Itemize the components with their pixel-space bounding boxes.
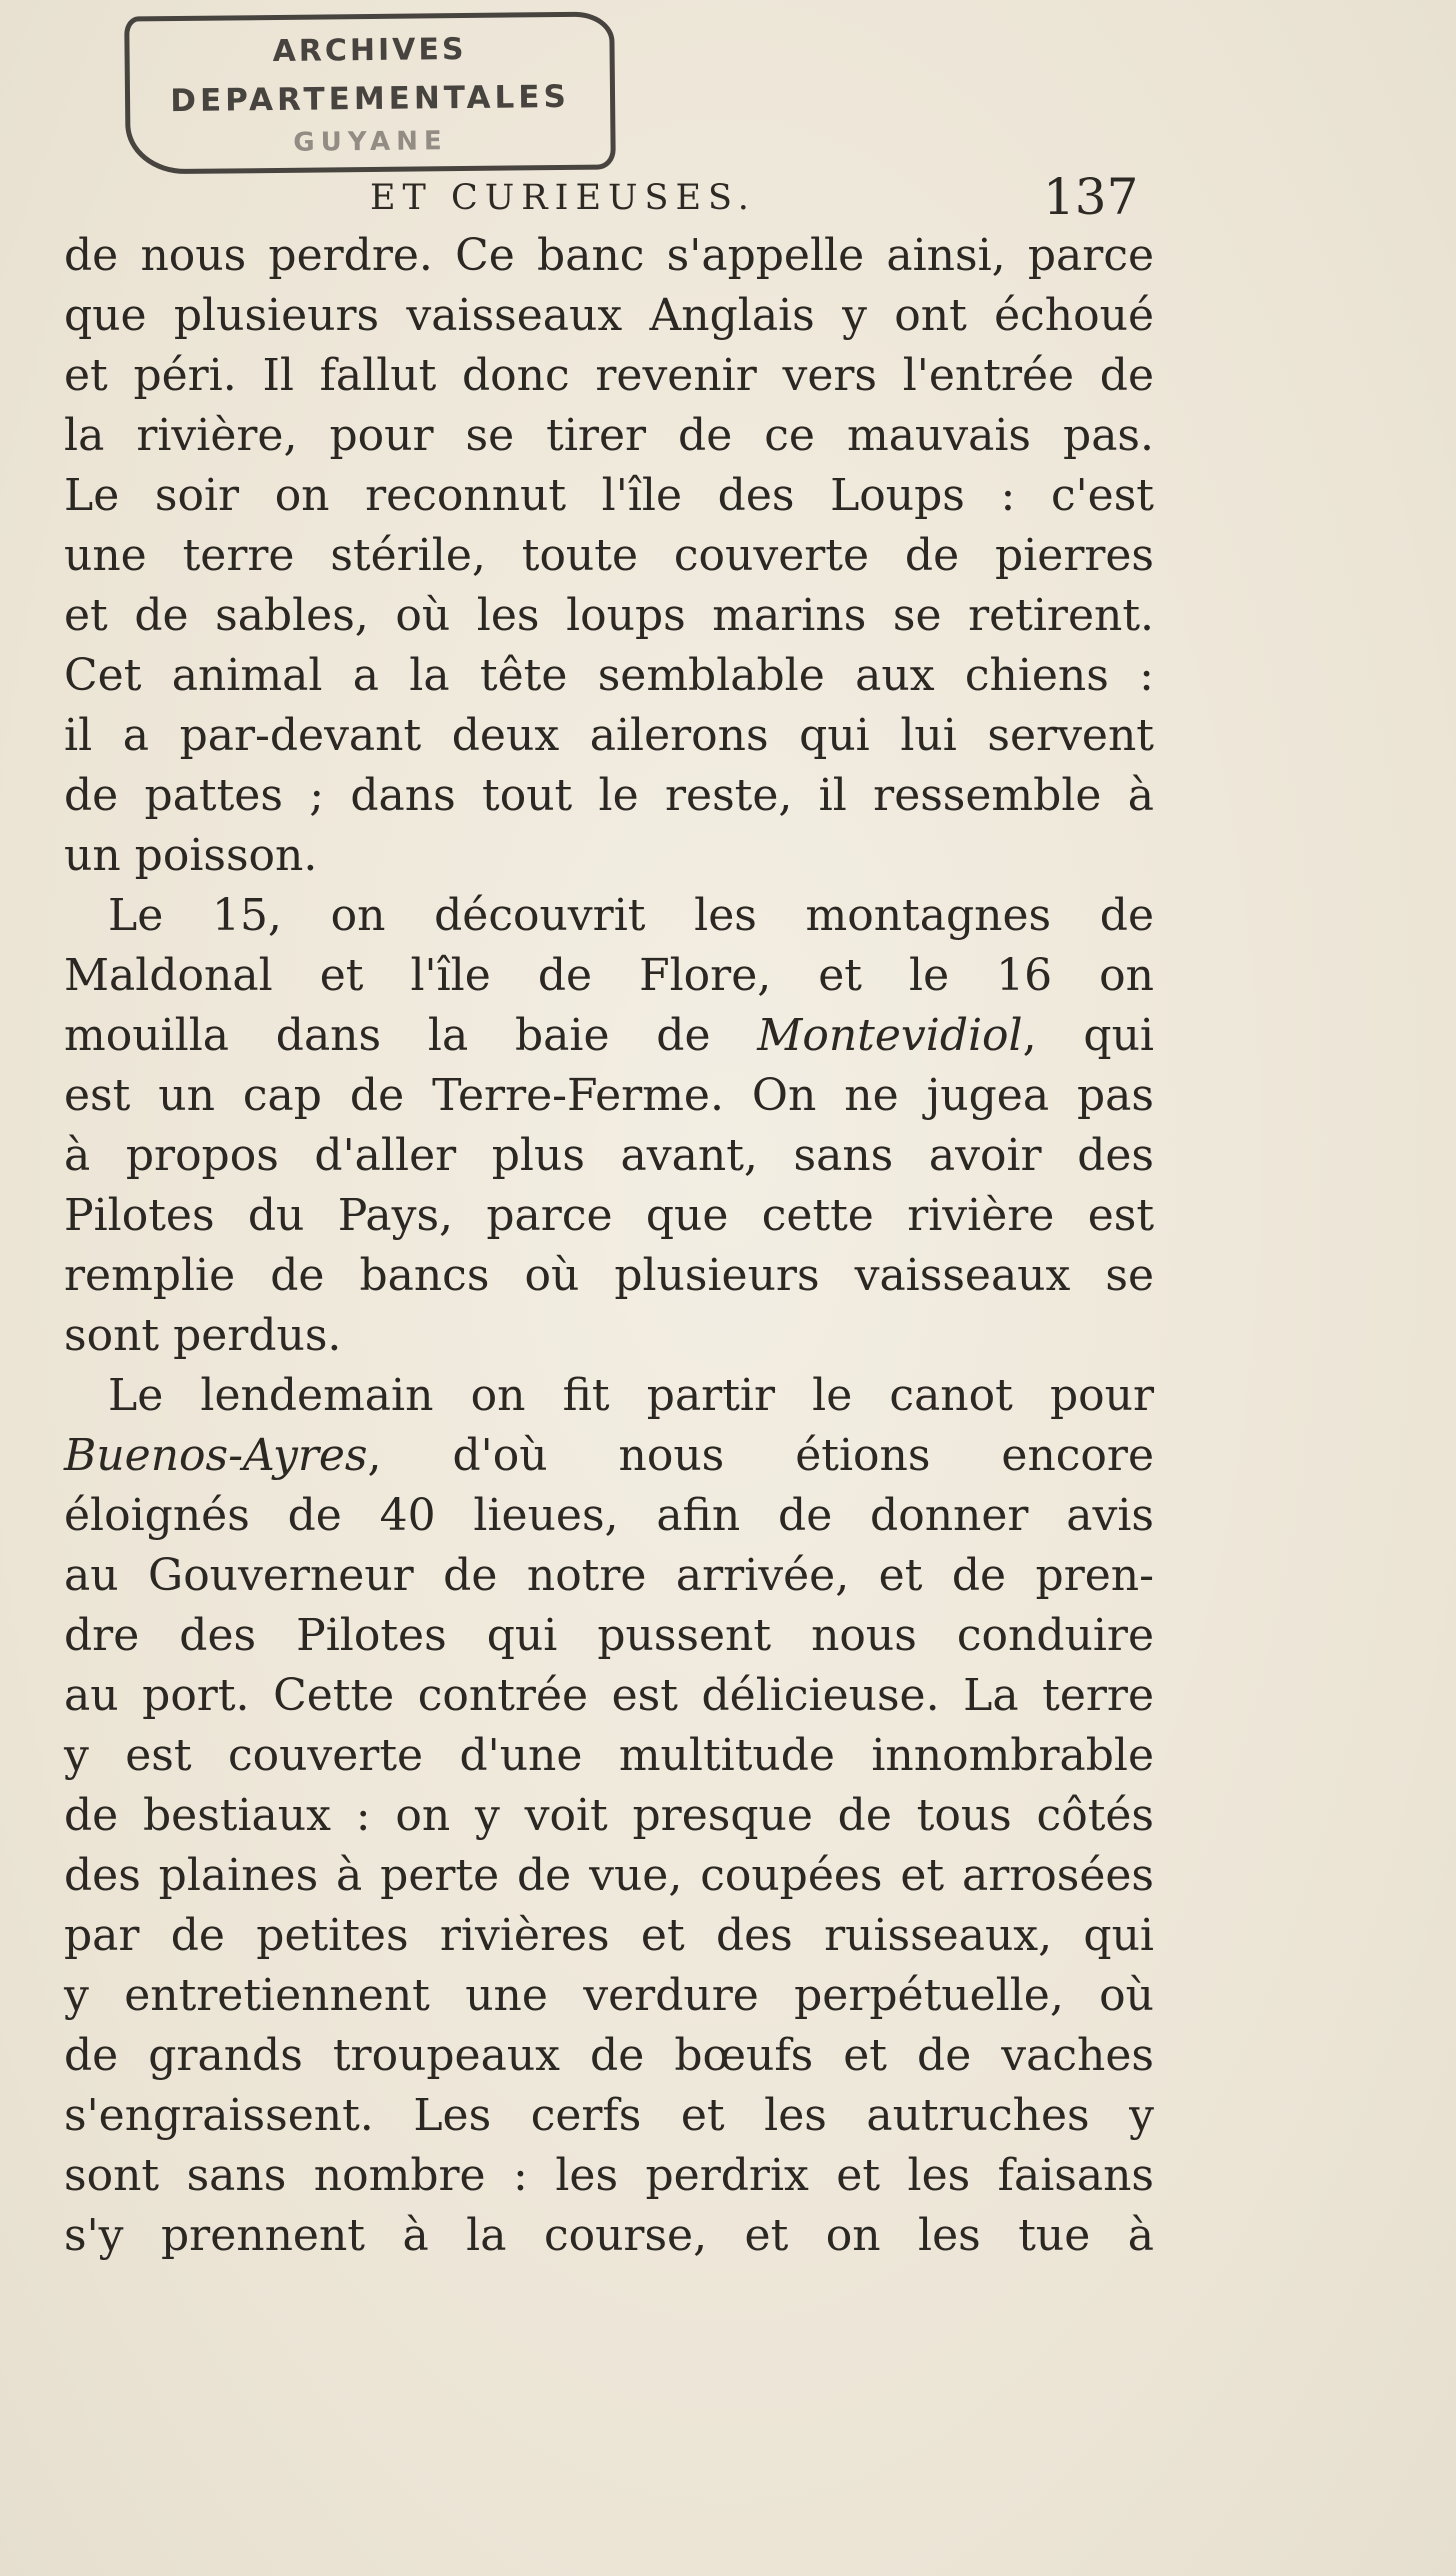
text-line: il a par-devant deux ailerons qui lui servent [64, 710, 1154, 761]
text-line: Pilotes du Pays, parce que cette rivière est [64, 1190, 1154, 1241]
text-line: au Gouverneur de notre arrivée, et de pren- [64, 1550, 1154, 1601]
text-line: que plusieurs vaisseaux Anglais y ont échoué [64, 290, 1154, 341]
text-line: à propos d'aller plus avant, sans avoir des [64, 1130, 1154, 1181]
text-line: dre des Pilotes qui pussent nous conduire [64, 1610, 1154, 1661]
text-segment: , d'où nous étions encore [367, 1430, 1154, 1481]
text-line: y entretiennent une verdure perpétuelle, où [64, 1970, 1154, 2021]
text-line: une terre stérile, toute couverte de pierres [64, 530, 1154, 581]
text-line: de bestiaux : on y voit presque de tous côtés [64, 1790, 1154, 1841]
text-segment: mouilla dans la baie de [64, 1010, 758, 1061]
archive-stamp [124, 11, 616, 174]
text-line [64, 1006, 1154, 1066]
running-head: ET CURIEUSES. [370, 178, 756, 218]
text-line: remplie de bancs où plusieurs vaisseaux se [64, 1250, 1154, 1301]
text-line: Le soir on reconnut l'île des Loups : c'est [64, 470, 1154, 521]
text-line: sont perdus. [64, 1310, 342, 1361]
stamp-line-guyane: GUYANE [293, 126, 448, 158]
text-segment: , qui [1022, 1010, 1154, 1061]
text-line: est un cap de Terre-Ferme. On ne jugea pas [64, 1070, 1154, 1121]
stamp-line-departementales: DEPARTEMENTALES [170, 78, 571, 120]
text-line: Le lendemain on fit partir le canot pour [108, 1370, 1154, 1421]
text-line: Cet animal a la tête semblable aux chiens : [64, 650, 1154, 701]
text-line: éloignés de 40 lieues, afin de donner avis [64, 1490, 1154, 1541]
text-line: des plaines à perte de vue, coupées et arrosées [64, 1850, 1154, 1901]
text-line: un poisson. [64, 830, 318, 881]
text-line: y est couverte d'une multitude innombrable [64, 1730, 1154, 1781]
stamp-line-archives: ARCHIVES [272, 31, 467, 70]
text-line: s'engraissent. Les cerfs et les autruches y [64, 2090, 1154, 2141]
text-line: de nous perdre. Ce banc s'appelle ainsi, parce [64, 230, 1154, 281]
text-line: et péri. Il fallut donc revenir vers l'entrée de [64, 350, 1154, 401]
text-line: s'y prennent à la course, et on les tue à [64, 2210, 1154, 2261]
place-name-montevidiol: Montevidiol [757, 1010, 1023, 1061]
page-number: 137 [1043, 168, 1139, 226]
text-line: de grands troupeaux de bœufs et de vaches [64, 2030, 1154, 2081]
text-line: Maldonal et l'île de Flore, et le 16 on [64, 950, 1154, 1001]
text-line: par de petites rivières et des ruisseaux, qui [64, 1910, 1154, 1961]
text-line: la rivière, pour se tirer de ce mauvais pas. [64, 410, 1154, 461]
text-line: au port. Cette contrée est délicieuse. La terre [64, 1670, 1154, 1721]
place-name-buenos-ayres: Buenos-Ayres [64, 1430, 368, 1481]
text-line [64, 1426, 1154, 1486]
text-line: Le 15, on découvrit les montagnes de [108, 890, 1154, 941]
text-line: et de sables, où les loups marins se retirent. [64, 590, 1154, 641]
text-line: sont sans nombre : les perdrix et les faisans [64, 2150, 1154, 2201]
text-line: de pattes ; dans tout le reste, il ressemble à [64, 770, 1154, 821]
body-text [64, 226, 1154, 2266]
